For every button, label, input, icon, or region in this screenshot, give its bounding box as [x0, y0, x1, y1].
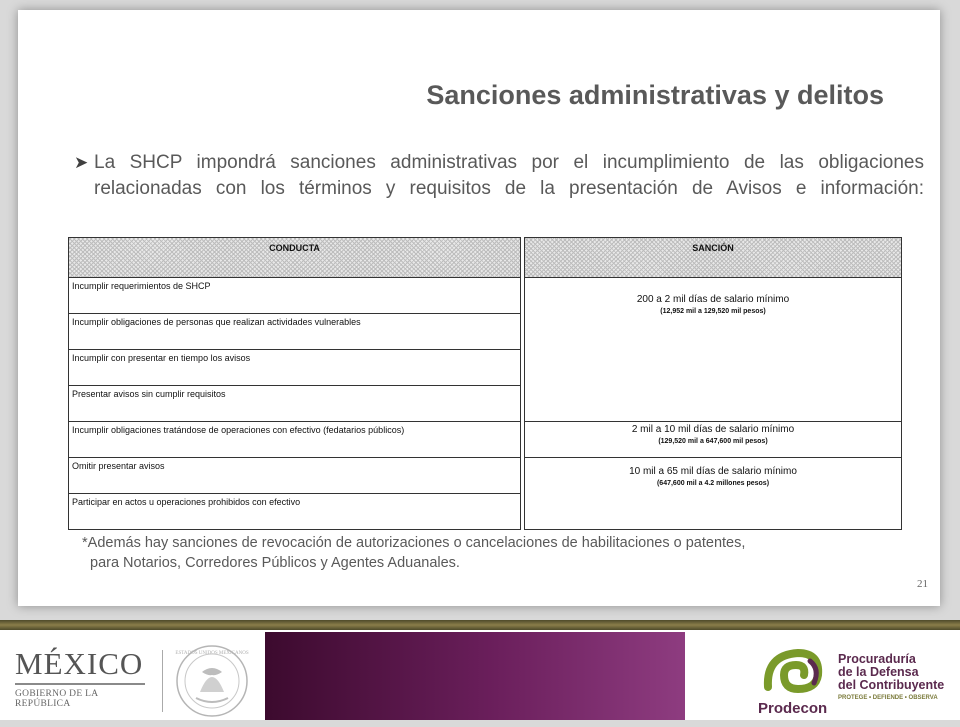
gobierno-label: GOBIERNO DE LA REPÚBLICA	[15, 689, 98, 709]
sancion-sub: (647,600 mil a 4.2 millones pesos)	[656, 480, 770, 487]
sancion-main: 200 a 2 mil días de salario mínimo	[636, 294, 790, 305]
footer-band	[0, 620, 960, 720]
prodecon-logo	[758, 647, 838, 727]
prodecon-wordmark: Prodecon	[758, 700, 828, 717]
table-row	[69, 458, 902, 494]
procuraduria-line-1: Procuraduría	[838, 652, 916, 666]
header-conducta: CONDUCTA	[69, 238, 521, 278]
footnote-line-1: *Además hay sanciones de revocación de autorizaciones o cancelaciones de habilitaciones o patentes,	[82, 535, 746, 551]
table-row	[69, 278, 902, 314]
bullet-text: La SHCP impondrá sanciones administrativas por el incumplimiento de las obligaciones relacionadas con los términos y requisitos de la presentación de Avisos e información:	[94, 152, 924, 199]
header-sancion: SANCIÓN	[525, 238, 902, 278]
procuraduria-line-3: del Contribuyente	[838, 678, 945, 692]
sanctions-table	[68, 237, 902, 530]
footer-divider	[162, 650, 163, 712]
footnote-line-2: para Notarios, Corredores Públicos y Agentes Aduanales.	[90, 555, 460, 571]
conducta-cell: Incumplir obligaciones tratándose de operaciones con efectivo (fedatarios públicos)	[69, 422, 521, 458]
sancion-main: 2 mil a 10 mil días de salario mínimo	[631, 424, 795, 435]
footnote	[82, 533, 872, 573]
prodecon-mark-icon	[758, 647, 828, 697]
procuraduria-line-2: de la Defensa	[838, 665, 919, 679]
footer-purple-band	[265, 632, 685, 720]
conducta-cell: Incumplir obligaciones de personas que realizan actividades vulnerables	[69, 314, 521, 350]
column-separator	[521, 386, 525, 422]
footer-gold-line	[0, 620, 960, 630]
page-number: 21	[917, 578, 928, 590]
logo-rule	[15, 683, 145, 685]
prodecon-tagline: PROTEGE • DEFIENDE • OBSERVA	[838, 695, 938, 701]
sancion-cell	[525, 278, 902, 422]
sancion-sub: (129,520 mil a 647,600 mil pesos)	[658, 438, 768, 445]
conducta-cell: Participar en actos u operaciones prohibidos con efectivo	[69, 494, 521, 530]
column-separator	[521, 314, 525, 350]
column-separator	[521, 494, 525, 530]
sancion-main: 10 mil a 65 mil días de salario mínimo	[629, 466, 797, 477]
conducta-cell: Omitir presentar avisos	[69, 458, 521, 494]
svg-text:ESTADOS UNIDOS MEXICANOS: ESTADOS UNIDOS MEXICANOS	[175, 651, 249, 656]
table-row	[69, 422, 902, 458]
sancion-cell	[525, 422, 902, 458]
table-header-row	[69, 238, 902, 278]
sancion-sub: (12,952 mil a 129,520 mil pesos)	[660, 308, 766, 315]
conducta-cell: Incumplir con presentar en tiempo los avisos	[69, 350, 521, 386]
arrow-bullet-icon: ➤	[74, 153, 89, 172]
column-separator	[521, 350, 525, 386]
conducta-cell: Presentar avisos sin cumplir requisitos	[69, 386, 521, 422]
slide-title: Sanciones administrativas y delitos	[426, 80, 884, 110]
mexico-gobierno-logo	[15, 647, 150, 711]
mexico-wordmark: MÉXICO	[15, 646, 144, 681]
bullet-paragraph	[74, 150, 924, 228]
sancion-cell	[525, 458, 902, 530]
conducta-cell: Incumplir requerimientos de SHCP	[69, 278, 521, 314]
prodecon-text	[838, 653, 958, 703]
national-seal-icon	[172, 642, 252, 720]
